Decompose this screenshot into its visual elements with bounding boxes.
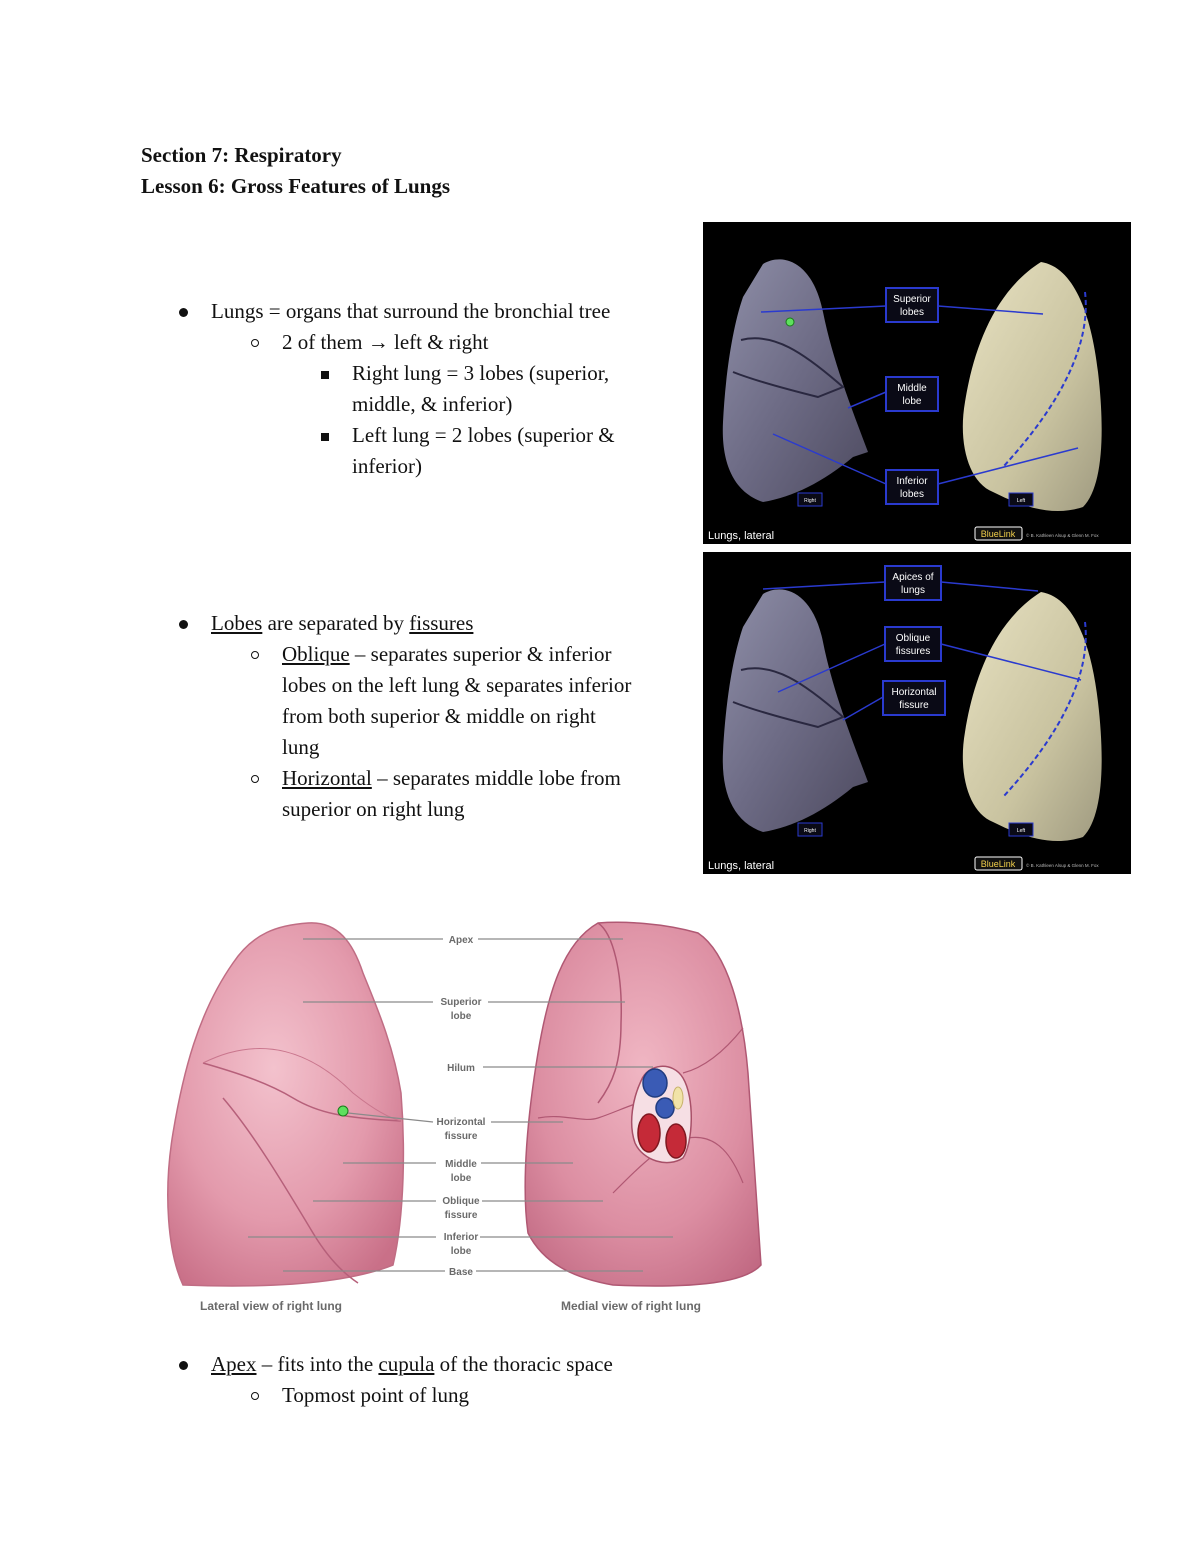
- label-base: Base: [449, 1267, 473, 1278]
- label-superior-lobe: lobe: [450, 1011, 472, 1022]
- list-item-apex: [211, 1349, 613, 1380]
- list-item-oblique: [282, 639, 611, 670]
- bullet-circle-icon: [251, 651, 259, 659]
- label-oblique-fissure: fissure: [444, 1210, 478, 1221]
- label-side-left: Left: [1016, 498, 1026, 504]
- bullet-disc-icon: [179, 620, 188, 629]
- label-horizontal-line2: fissure: [899, 700, 929, 711]
- list-item-two-lungs: 2 of them → left & right: [282, 330, 489, 354]
- label-side-left: Left: [1016, 828, 1026, 834]
- term-oblique: Oblique: [282, 642, 350, 666]
- caption-lateral: Lateral view of right lung: [200, 1299, 343, 1313]
- caption-medial: Medial view of right lung: [561, 1299, 702, 1313]
- label-apex: Apex: [448, 935, 474, 946]
- section-title: Section 7: Respiratory: [141, 143, 342, 167]
- label-superior-line1: Superior: [893, 294, 931, 305]
- label-middle-lobe: lobe: [450, 1173, 472, 1184]
- marker-dot-icon: [338, 1106, 348, 1116]
- right-lung-illustration-graphic: [143, 893, 771, 1343]
- bullet-disc-icon: [179, 308, 188, 317]
- label-horizontal-fissure: fissure: [444, 1131, 478, 1142]
- photo-caption: Lungs, lateral: [708, 530, 775, 542]
- lung-photo-lobes-graphic: [703, 222, 1131, 544]
- label-horizontal: Horizontal: [436, 1117, 486, 1128]
- leader-line: [843, 697, 883, 720]
- list-item-topmost: Topmost point of lung: [282, 1383, 469, 1407]
- term-apex: Apex: [211, 1352, 257, 1376]
- label-apices-line1: Apices of: [892, 572, 934, 583]
- left-lung-shape: [963, 262, 1102, 511]
- label-side-right: Right: [804, 828, 816, 834]
- oblique-text: – separates superior & inferior: [349, 642, 612, 666]
- label-middle-line1: Middle: [897, 383, 927, 394]
- bullet-circle-icon: [251, 339, 259, 347]
- label-middle-line2: lobe: [902, 396, 922, 407]
- oblique-text-line4: lung: [282, 735, 320, 759]
- marker-dot-icon: [786, 318, 794, 326]
- pulmonary-artery-icon: [666, 1124, 686, 1158]
- list-item-left-lung: Left lung = 2 lobes (superior &: [352, 423, 615, 447]
- lung-photo-lobes: [703, 222, 1131, 544]
- bullet-disc-icon: [179, 1361, 188, 1370]
- label-hilum: Hilum: [447, 1063, 475, 1074]
- label-apices-line2: lungs: [901, 585, 925, 596]
- brand-logo: BlueLink: [980, 529, 1016, 539]
- label-oblique-line2: fissures: [895, 646, 931, 657]
- oblique-text-line3: from both superior & middle on right: [282, 704, 596, 728]
- list-item-lungs: Lungs = organs that surround the bronchial tree: [211, 299, 611, 323]
- term-fissures: fissures: [409, 611, 474, 635]
- left-lung-shape: [963, 592, 1102, 841]
- lung-photo-fissures: [703, 552, 1131, 874]
- photo-credit: © B. Kathleen Alsup & Glenn M. Fox: [1026, 863, 1099, 868]
- label-horizontal-line1: Horizontal: [891, 687, 937, 698]
- leader-line: [763, 582, 885, 589]
- bronchus-icon: [673, 1087, 683, 1109]
- term-cupula: cupula: [378, 1352, 435, 1376]
- leader-line: [941, 582, 1038, 591]
- leader-line: [848, 392, 886, 408]
- apex-text: – fits into the: [256, 1352, 379, 1376]
- bullet-square-icon: [321, 371, 329, 379]
- label-superior: Superior: [440, 997, 482, 1008]
- lung-photo-fissures-graphic: [703, 552, 1131, 874]
- right-lung-illustration: [143, 893, 771, 1343]
- bullet-circle-icon: [251, 775, 259, 783]
- list-item-lobes: [211, 608, 473, 639]
- right-lung-shape: [723, 589, 868, 832]
- apex-text-end: of the thoracic space: [434, 1352, 613, 1376]
- label-oblique: Oblique: [442, 1196, 480, 1207]
- term-lobes: Lobes: [211, 611, 263, 635]
- oblique-text-line2: lobes on the left lung & separates inferior: [282, 673, 632, 697]
- label-superior-line2: lobes: [900, 307, 924, 318]
- list-item-right-lung: Right lung = 3 lobes (superior,: [352, 361, 610, 385]
- bullet-square-icon: [321, 433, 329, 441]
- list-item-left-lung-cont: inferior): [352, 454, 422, 478]
- list-item-right-lung-cont: middle, & inferior): [352, 392, 513, 416]
- lesson-title: Lesson 6: Gross Features of Lungs: [141, 174, 451, 198]
- pulmonary-artery-icon: [638, 1114, 660, 1152]
- bullet-circle-icon: [251, 1392, 259, 1400]
- pulmonary-vein-icon: [656, 1098, 674, 1118]
- pulmonary-vein-icon: [643, 1069, 667, 1097]
- label-oblique-line1: Oblique: [895, 633, 931, 644]
- horizontal-text-line2: superior on right lung: [282, 797, 465, 821]
- label-inferior: Inferior: [443, 1232, 479, 1243]
- list-item-horizontal: [282, 763, 621, 794]
- label-inferior-line2: lobes: [900, 489, 924, 500]
- photo-credit: © B. Kathleen Alsup & Glenn M. Fox: [1026, 533, 1099, 538]
- label-side-right: Right: [804, 498, 816, 504]
- horizontal-text: – separates middle lobe from: [371, 766, 621, 790]
- label-inferior-line1: Inferior: [896, 476, 928, 487]
- lobes-text: are separated by: [262, 611, 410, 635]
- label-middle: Middle: [445, 1159, 477, 1170]
- brand-logo: BlueLink: [980, 859, 1016, 869]
- label-inferior-lobe: lobe: [450, 1246, 472, 1257]
- photo-caption: Lungs, lateral: [708, 860, 775, 872]
- term-horizontal: Horizontal: [282, 766, 372, 790]
